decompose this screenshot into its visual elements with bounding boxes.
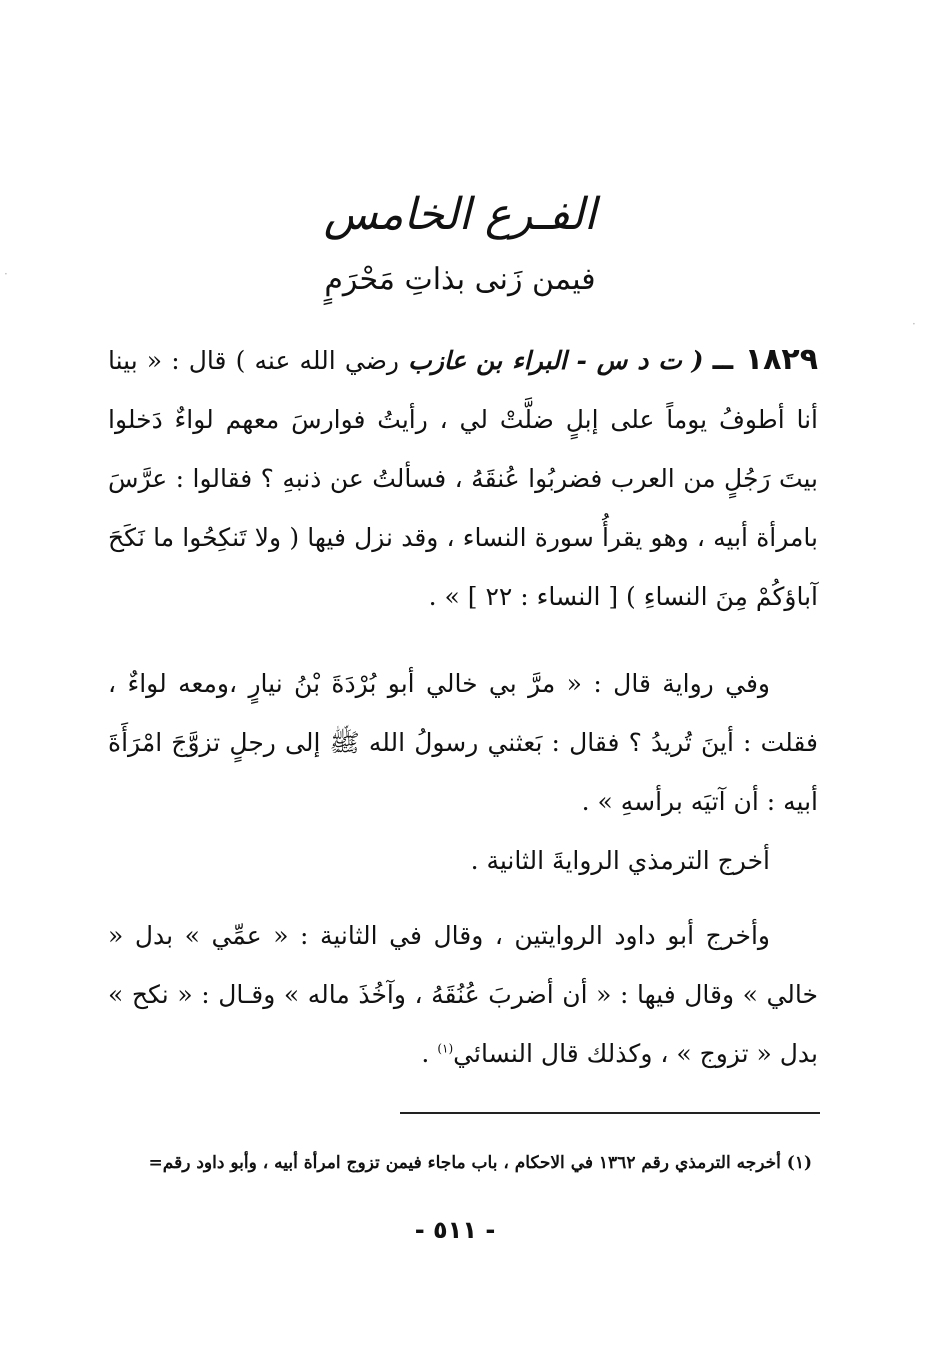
section-subtitle: فيمن زَنى بذاتِ مَحْرَمٍ [324,262,596,297]
hadith-source: ( ت د س - البراء بن عازب [408,346,704,375]
scan-edge-mark-right: · [912,317,916,331]
hadith-number: ١٨٢٩ ــ [712,342,819,377]
hadith-text: رضي الله عنه ) قال : « بينا أنا أطوفُ يوماً على إبلٍ ضلَّتْ لي ، رأيتُ فوارسَ معهم لواءٌ دَخلوا بيتَ رَجُلٍ من العرب فضربُوا عُنقَهُ ، فسألتُ عن ذنبهِ ؟ فقالوا : عرَّسَ بامرأة أبيه ، وهو يقرأُ سورة النساء ، وقد نزل فيها ( ولا تَنكِحُوا ما نَكَحَ آباؤكُمْ مِنَ النساءِ ) [ النساء : ٢٢ ] » . [108,346,818,611]
section-title: الفـرع الخامس [323,189,597,240]
hadith-paragraph [108,330,818,626]
scan-edge-mark-left: · [4,267,8,281]
takhrij-abudawud-text: وأخرج أبو داود الروايتين ، وقال في الثانية : « عمِّي » بدل « خالي » وقال فيها : « أن أضربَ عُنُقَهُ ، وآخُذَ ماله » وقـال : « نكح » بدل « تزوج » ، وكذلك قال النسائي [108,921,818,1068]
footnote-divider [400,1112,820,1114]
takhrij-abudawud-paragraph [108,906,818,1083]
footnote-reference: (١) [437,1041,454,1056]
takhrij-abudawud-end: . [421,1039,438,1068]
takhrij-tirmidhi-paragraph: أخرج الترمذي الروايةَ الثانية . [470,846,770,875]
riwaya-paragraph: وفي رواية قال : « مرَّ بي خالي أبو بُرْدَةَ بْنُ نيارٍ ،ومعه لواءٌ ، فقلت : أينَ تُريدُ ؟ فقال : بَعثني رسولُ الله ﷺ إلى رجلٍ تزوَّجَ امْرَأَةَ أبيه : أن آتيَه برأسهِ » . [108,669,818,816]
footnote: (١) أخرجه الترمذي رقم ١٣٦٢ في الاحكام ، باب ماجاء فيمن تزوج امرأة أبيه ، وأبو داود رقم= [148,1153,812,1173]
page-number: - ٥١١ - [414,1216,496,1244]
